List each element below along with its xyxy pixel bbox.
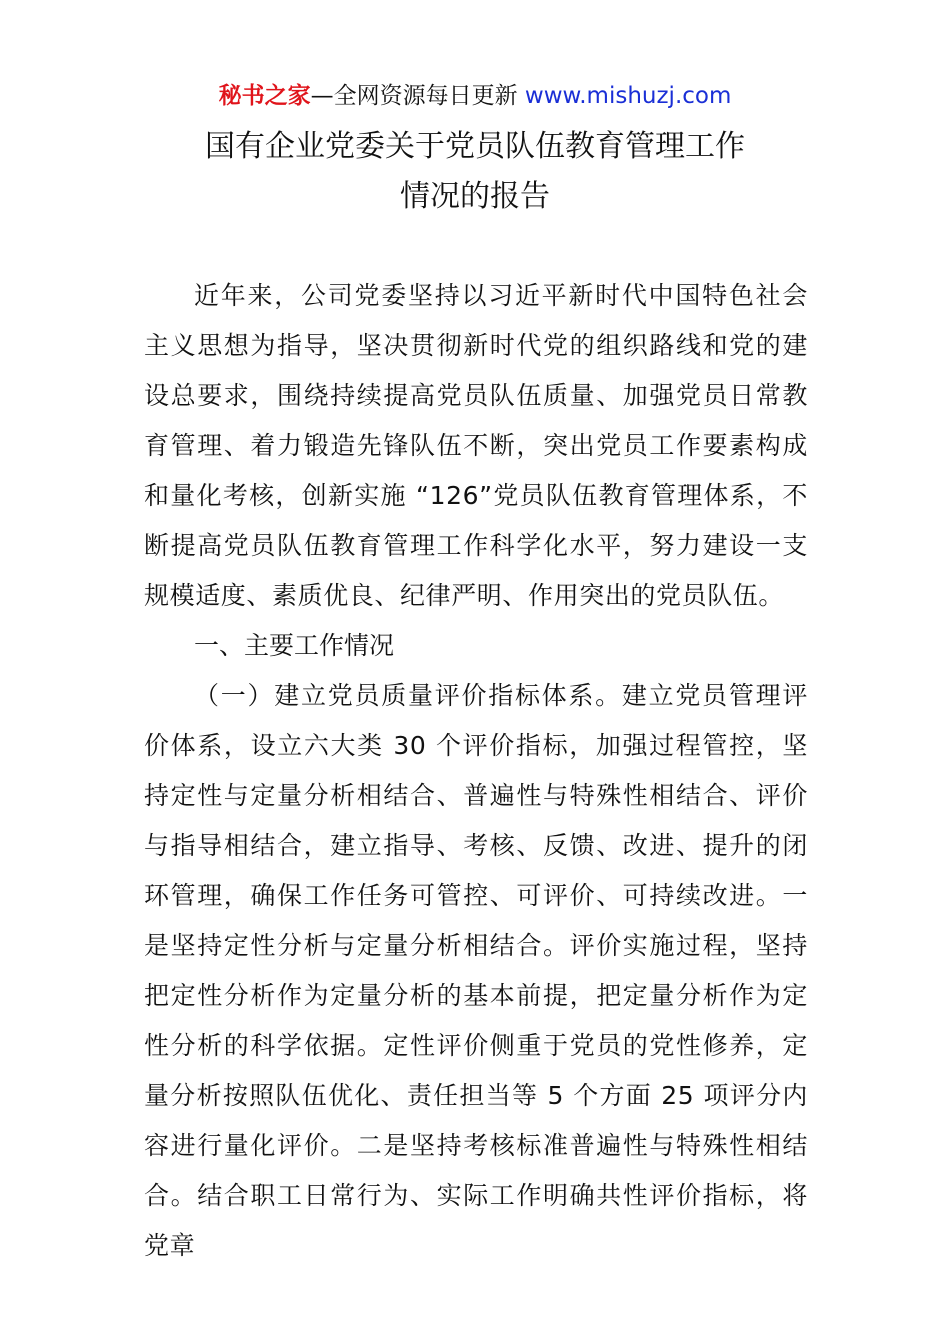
section-heading: 一、主要工作情况 bbox=[194, 631, 395, 660]
site-url[interactable]: www.mishuzj.com bbox=[524, 83, 732, 109]
subsection-paragraph: （一）建立党员质量评价指标体系。建立党员管理评价体系，设立六大类 30 个评价指标，加强过程管控，坚持定性与定量分析相结合、普遍性与特殊性相结合、评价与指导相结合，建立指导、考核、反馈、改进、提升的闭环管理，确保工作任务可管控、可评价、可持续改进。一是坚持定性分析与定量分析相结合。评价实施过程，坚持把定性分析作为定量分析的基本前提，把定量分析作为定性分析的科学依据。定性评价侧重于党员的党性修养，定量分析按照队伍优化、责任担当等 5 个方面 25 项评分内容进行量化评价。二是坚持考核标准普遍性与特殊性相结合。结合职工日常行为、实际工作明确共性评价指标，将党章 bbox=[144, 681, 808, 1260]
site-name: 秘书之家 bbox=[218, 83, 311, 109]
document-body bbox=[144, 271, 808, 1271]
site-header bbox=[0, 80, 950, 112]
site-tagline: —全网资源每日更新 bbox=[310, 83, 525, 109]
document-title-line-2: 情况的报告 bbox=[400, 179, 550, 214]
intro-paragraph: 近年来，公司党委坚持以习近平新时代中国特色社会主义思想为指导，坚决贯彻新时代党的组织路线和党的建设总要求，围绕持续提高党员队伍质量、加强党员日常教育管理、着力锻造先锋队伍不断，突出党员工作要素构成和量化考核，创新实施 “126”党员队伍教育管理体系，不断提高党员队伍教育管理工作科学化水平，努力建设一支规模适度、素质优良、纪律严明、作用突出的党员队伍。 bbox=[144, 281, 808, 610]
document-title-line-1: 国有企业党委关于党员队伍教育管理工作 bbox=[205, 129, 745, 164]
